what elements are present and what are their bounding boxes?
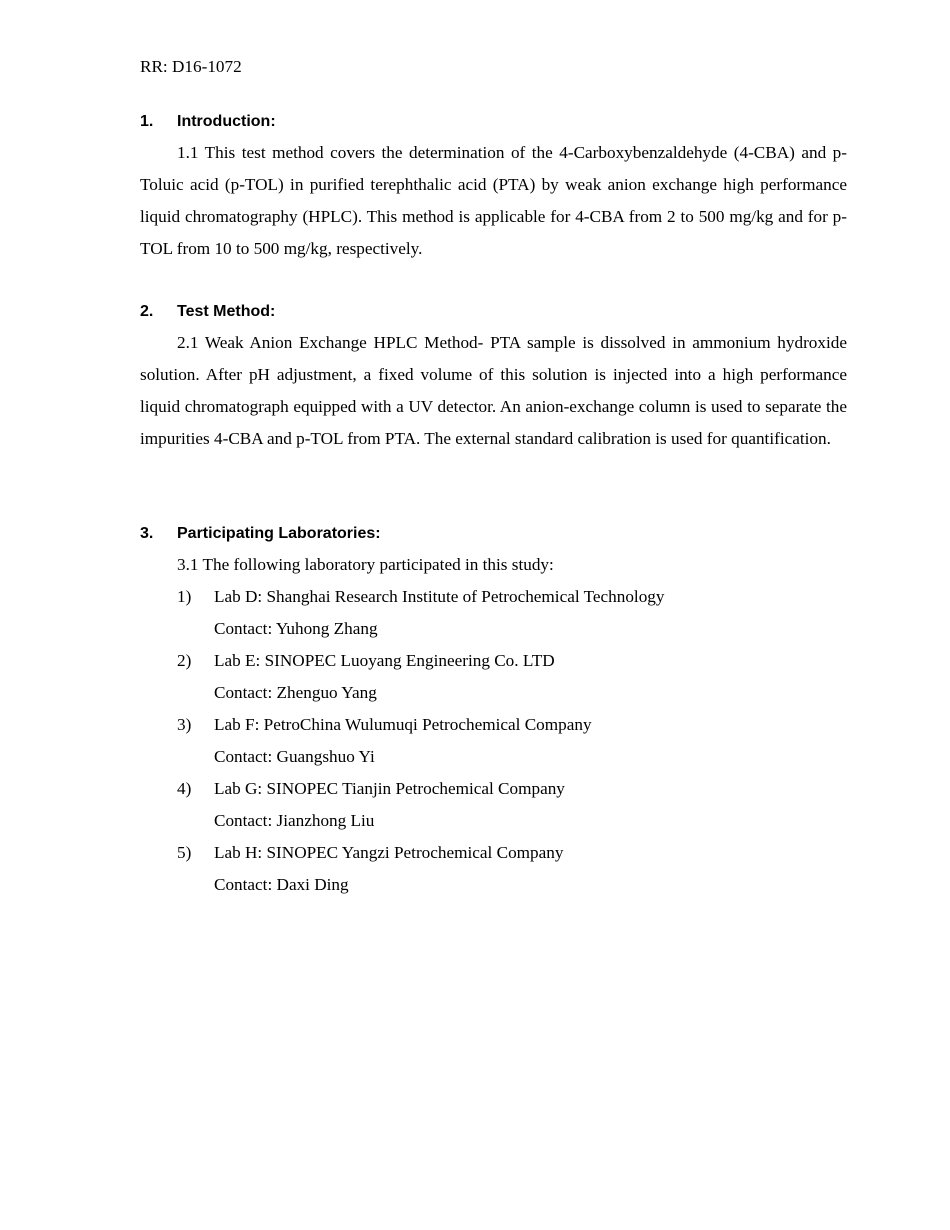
labs-intro: 3.1 The following laboratory participated in this study: bbox=[177, 555, 554, 574]
lab-name: Lab H: SINOPEC Yangzi Petrochemical Company bbox=[214, 843, 564, 862]
section-heading bbox=[140, 111, 847, 133]
section-number: 2. bbox=[140, 303, 154, 320]
section-test-method bbox=[140, 301, 847, 455]
lab-name: Lab F: PetroChina Wulumuqi Petrochemical Company bbox=[214, 715, 592, 734]
lab-list bbox=[140, 549, 847, 901]
section-heading bbox=[140, 523, 847, 545]
list-marker: 3) bbox=[177, 715, 192, 734]
section-number: 3. bbox=[140, 525, 154, 542]
section-paragraph: 2.1 Weak Anion Exchange HPLC Method- PTA sample is dissolved in ammonium hydroxide solution. After pH adjustment, a fixed volume of this solution is injected into a high performance liquid chromatograph equipped with a UV detector. An anion-exchange column is used to separate the impurities 4-CBA and p-TOL from PTA. The external standard calibration is used for quantification. bbox=[140, 333, 847, 448]
list-item bbox=[140, 581, 847, 613]
lab-contact: Contact: Yuhong Zhang bbox=[214, 619, 378, 638]
section-title: Introduction: bbox=[177, 113, 276, 130]
document-id: RR: D16-1072 bbox=[140, 57, 242, 76]
list-item bbox=[140, 837, 847, 869]
lab-name: Lab D: Shanghai Research Institute of Petrochemical Technology bbox=[214, 587, 665, 606]
list-item bbox=[140, 645, 847, 677]
lab-contact: Contact: Daxi Ding bbox=[214, 875, 349, 894]
lab-name: Lab G: SINOPEC Tianjin Petrochemical Company bbox=[214, 779, 565, 798]
section-paragraph: 1.1 This test method covers the determination of the 4-Carboxybenzaldehyde (4-CBA) and p-Toluic acid (p-TOL) in purified terephthalic acid (PTA) by weak anion exchange high performance liquid chromatography (HPLC). This method is applicable for 4-CBA from 2 to 500 mg/kg and for p-TOL from 10 to 500 mg/kg, respectively. bbox=[140, 143, 847, 258]
section-number: 1. bbox=[140, 113, 154, 130]
list-item bbox=[140, 773, 847, 805]
lab-contact: Contact: Guangshuo Yi bbox=[214, 747, 375, 766]
section-introduction bbox=[140, 111, 847, 265]
list-marker: 1) bbox=[177, 587, 192, 606]
lab-contact: Contact: Zhenguo Yang bbox=[214, 683, 377, 702]
list-marker: 5) bbox=[177, 843, 192, 862]
section-participating-laboratories bbox=[140, 523, 847, 901]
section-title: Participating Laboratories: bbox=[177, 525, 381, 542]
lab-contact: Contact: Jianzhong Liu bbox=[214, 811, 375, 830]
list-marker: 2) bbox=[177, 651, 192, 670]
list-item bbox=[140, 709, 847, 741]
section-heading bbox=[140, 301, 847, 323]
section-title: Test Method: bbox=[177, 303, 276, 320]
lab-name: Lab E: SINOPEC Luoyang Engineering Co. LTD bbox=[214, 651, 555, 670]
list-marker: 4) bbox=[177, 779, 192, 798]
